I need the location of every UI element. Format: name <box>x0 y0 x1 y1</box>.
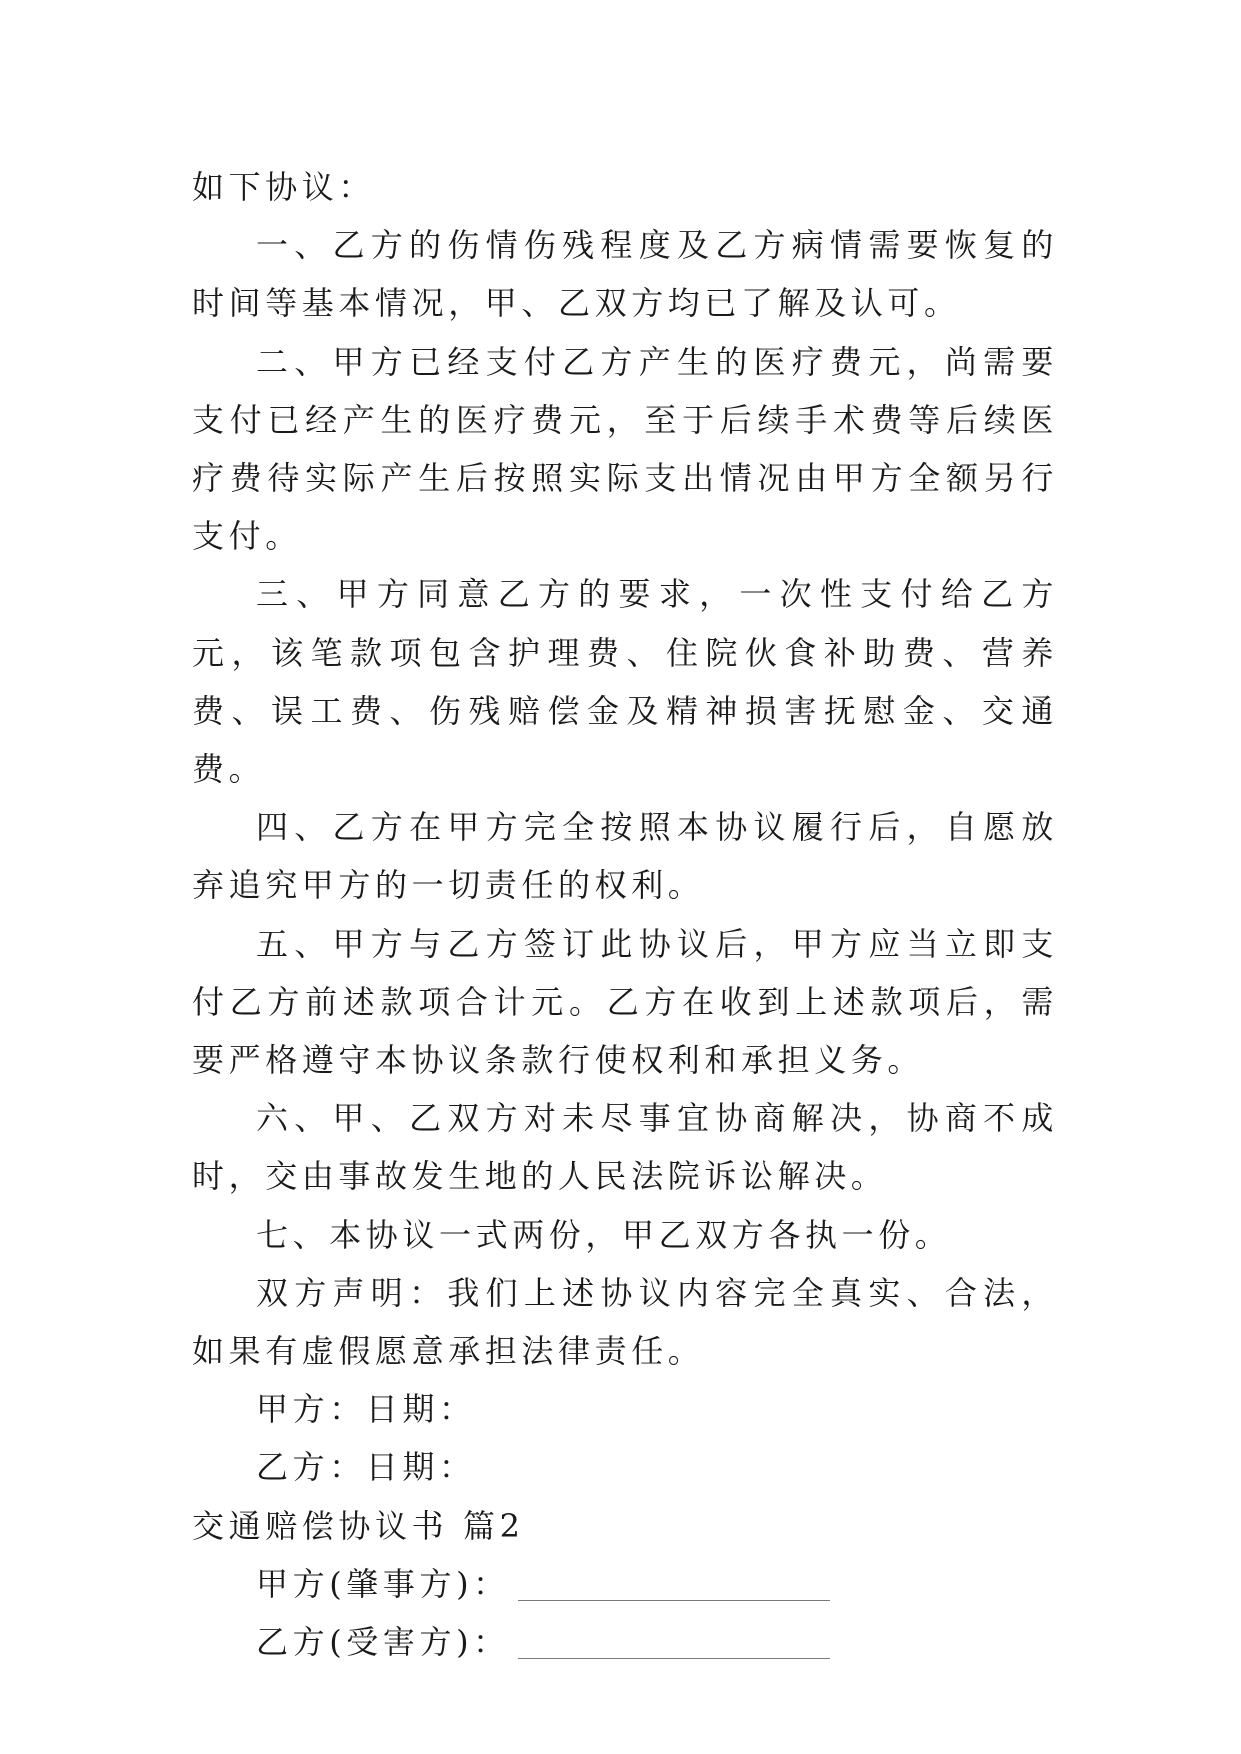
party-a-label: 甲方(肇事方)： <box>256 1564 510 1603</box>
clause-1: 一、乙方的伤情伤残程度及乙方病情需要恢复的时间等基本情况，甲、乙双方均已了解及认可。 <box>192 226 1058 323</box>
clause-2: 二、甲方已经支付乙方产生的医疗费元，尚需要支付已经产生的医疗费元，至于后续手术费等后续医疗费待实际产生后按照实际支出情况由甲方全额另行支付。 <box>192 342 1058 556</box>
signature-party-b: 乙方：日期： <box>256 1448 476 1487</box>
clause-4: 四、乙方在甲方完全按照本协议履行后，自愿放弃追究甲方的一切责任的权利。 <box>192 808 1058 905</box>
section-title: 交通赔偿协议书 篇2 <box>192 1506 525 1545</box>
clause-7: 七、本协议一式两份，甲乙双方各执一份。 <box>256 1215 952 1254</box>
clause-6: 六、甲、乙双方对未尽事宜协商解决，协商不成时，交由事故发生地的人民法院诉讼解决。 <box>192 1099 1058 1196</box>
clause-3: 三、甲方同意乙方的要求，一次性支付给乙方元，该笔款项包含护理费、住院伙食补助费、营养费、误工费、伤残赔偿金及精神损害抚慰金、交通费。 <box>192 575 1058 789</box>
clause-5: 五、甲方与乙方签订此协议后，甲方应当立即支付乙方前述款项合计元。乙方在收到上述款项后，需要严格遵守本协议条款行使权利和承担义务。 <box>192 924 1058 1080</box>
intro-line: 如下协议： <box>192 168 376 206</box>
document-body <box>192 158 1058 1671</box>
party-a-line <box>192 1555 1058 1613</box>
party-a-blank-field[interactable] <box>518 1570 830 1601</box>
signature-party-a: 甲方：日期： <box>256 1390 476 1429</box>
party-b-blank-field[interactable] <box>518 1628 830 1659</box>
party-b-line <box>192 1613 1058 1671</box>
declaration: 双方声明：我们上述协议内容完全真实、合法，如果有虚假愿意承担法律责任。 <box>192 1273 1058 1371</box>
party-b-label: 乙方(受害方)： <box>256 1623 510 1662</box>
